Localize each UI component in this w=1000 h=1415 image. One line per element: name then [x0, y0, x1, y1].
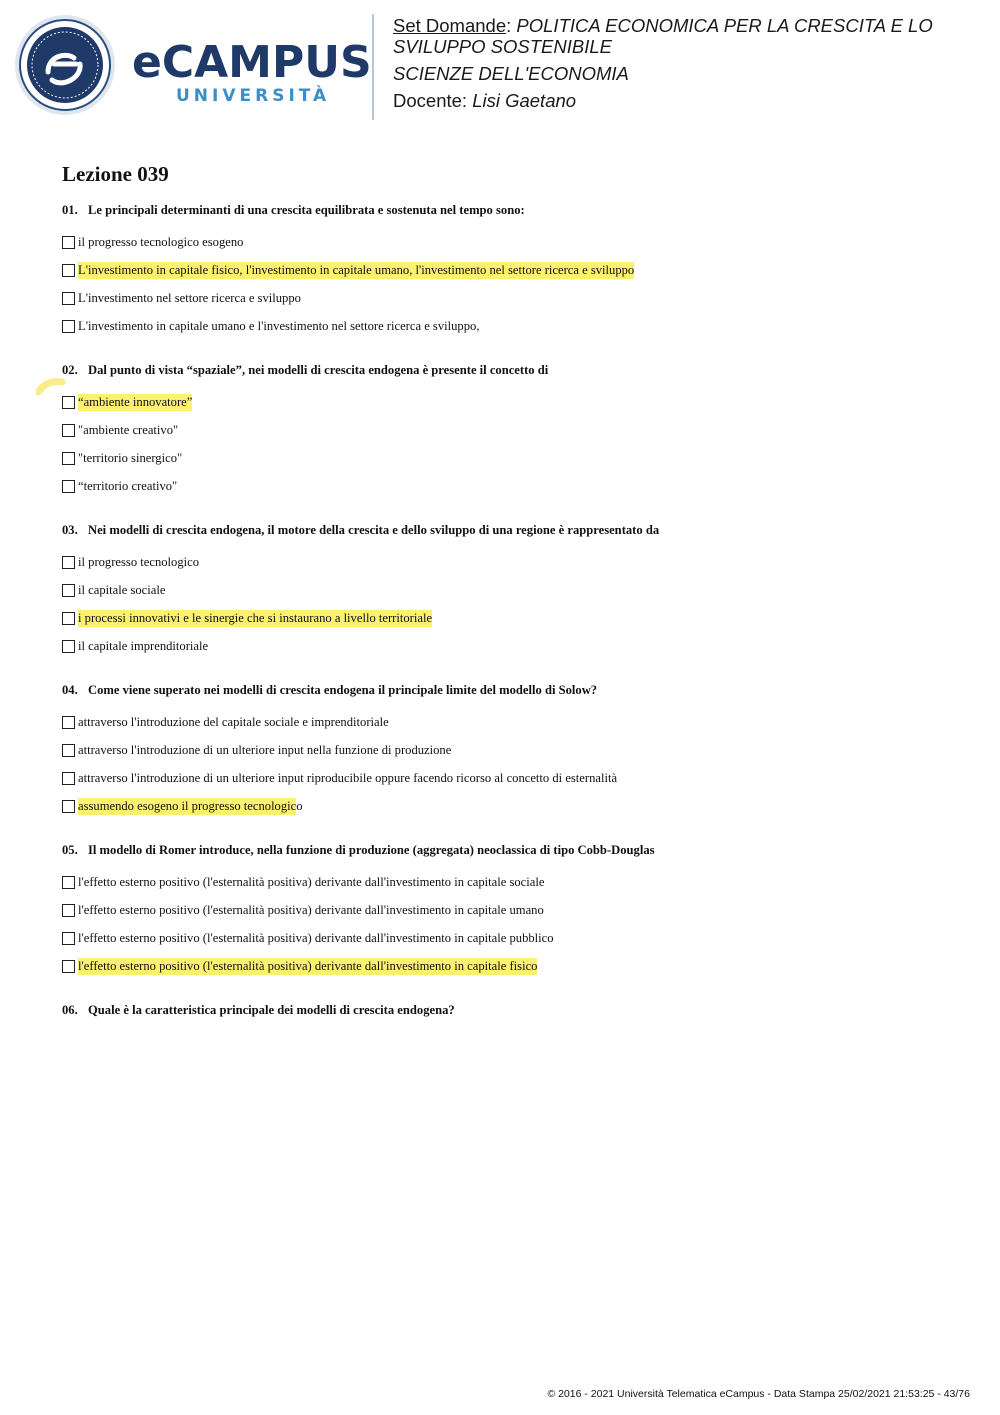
logo-brand-text: eCAMPUS — [132, 37, 372, 88]
answer-option[interactable] — [62, 896, 962, 924]
question-body: Nei modelli di crescita endogena, il motore della crescita e dello sviluppo di una regione è rappresentato da — [88, 523, 660, 537]
question-text — [62, 842, 962, 858]
course-title-line2: SVILUPPO SOSTENIBILE — [393, 36, 612, 57]
checkbox[interactable] — [62, 800, 75, 813]
option-label: L'investimento nel settore ricerca e sviluppo — [78, 290, 301, 305]
checkbox[interactable] — [62, 960, 75, 973]
header-divider — [372, 14, 374, 120]
answer-option[interactable] — [62, 792, 962, 820]
checkbox[interactable] — [62, 480, 75, 493]
page-footer: © 2016 - 2021 Università Telematica eCampus - Data Stampa 25/02/2021 21:53:25 - 43/76 — [547, 1388, 970, 1400]
checkbox[interactable] — [62, 716, 75, 729]
checkbox[interactable] — [62, 876, 75, 889]
option-label-highlighted: “ambiente innovatore” — [78, 394, 193, 409]
checkbox[interactable] — [62, 904, 75, 917]
checkbox[interactable] — [62, 396, 75, 409]
answer-option[interactable] — [62, 924, 962, 952]
set-label: Set Domande — [393, 15, 507, 36]
course-title: Set Domande: POLITICA ECONOMICA PER LA CRESCITA E LO SVILUPPO SOSTENIBILE — [393, 15, 933, 57]
answer-option[interactable] — [62, 228, 962, 256]
question-body: Dal punto di vista “spaziale”, nei modelli di crescita endogena è presente il concetto di — [88, 363, 549, 377]
option-label: il progresso tecnologico esogeno — [78, 234, 244, 249]
checkbox[interactable] — [62, 772, 75, 785]
answer-option[interactable] — [62, 312, 962, 340]
docente-label: Docente: — [393, 90, 473, 111]
answer-option[interactable] — [62, 952, 962, 980]
checkbox[interactable] — [62, 584, 75, 597]
answer-option[interactable] — [62, 388, 962, 416]
option-list — [62, 228, 962, 340]
answer-option[interactable] — [62, 472, 962, 500]
question-text — [62, 682, 962, 698]
question-number: 01. — [62, 203, 78, 217]
answer-option[interactable] — [62, 548, 962, 576]
page-header — [0, 0, 1000, 130]
answer-option[interactable] — [62, 284, 962, 312]
checkbox[interactable] — [62, 744, 75, 757]
answer-option[interactable] — [62, 632, 962, 660]
question-text — [62, 202, 962, 218]
option-label: attraverso l'introduzione del capitale sociale e imprenditoriale — [78, 714, 389, 729]
option-label-highlighted: l'effetto esterno positivo (l'esternalità positiva) derivante dall'investimento in capitale fisico — [78, 958, 538, 973]
answer-option[interactable] — [62, 576, 962, 604]
checkbox[interactable] — [62, 640, 75, 653]
option-label: “territorio creativo" — [78, 478, 178, 493]
question-sheet — [62, 160, 962, 1018]
checkbox[interactable] — [62, 612, 75, 625]
checkbox[interactable] — [62, 236, 75, 249]
question-text — [62, 1002, 962, 1018]
option-list — [62, 868, 962, 980]
option-label-tail: o — [296, 798, 303, 813]
faculty-name: SCIENZE DELL'ECONOMIA — [393, 63, 629, 84]
checkbox[interactable] — [62, 932, 75, 945]
question-number: 02. — [62, 363, 78, 377]
option-label: l'effetto esterno positivo (l'esternalità positiva) derivante dall'investimento in capitale pubblico — [78, 930, 554, 945]
answer-option[interactable] — [62, 416, 962, 444]
question-text — [62, 522, 962, 538]
question-number: 04. — [62, 683, 78, 697]
logo-subtitle: UNIVERSITÀ — [176, 86, 331, 106]
checkbox[interactable] — [62, 556, 75, 569]
course-title-line1: POLITICA ECONOMICA PER LA CRESCITA E LO — [516, 15, 933, 36]
option-label: "territorio sinergico" — [78, 450, 183, 465]
checkbox[interactable] — [62, 452, 75, 465]
option-label: il capitale sociale — [78, 582, 166, 597]
option-label: attraverso l'introduzione di un ulteriore input nella funzione di produzione — [78, 742, 452, 757]
answer-option[interactable] — [62, 708, 962, 736]
course-info — [393, 15, 983, 117]
question-body: Il modello di Romer introduce, nella funzione di produzione (aggregata) neoclassica di tipo Cobb-Douglas — [88, 843, 655, 857]
question-number: 03. — [62, 523, 78, 537]
answer-option[interactable] — [62, 444, 962, 472]
checkbox[interactable] — [62, 320, 75, 333]
option-list — [62, 548, 962, 660]
option-label-highlighted: L'investimento in capitale fisico, l'investimento in capitale umano, l'investimento nel settore ricerca e sviluppo — [78, 262, 635, 277]
docente — [393, 90, 983, 111]
option-label: "ambiente creativo" — [78, 422, 179, 437]
answer-option[interactable] — [62, 764, 962, 792]
question-body: Come viene superato nei modelli di crescita endogena il principale limite del modello di Solow? — [88, 683, 598, 697]
question-text — [62, 362, 962, 378]
answer-option[interactable] — [62, 736, 962, 764]
answer-option[interactable] — [62, 604, 962, 632]
option-label-highlighted: i processi innovativi e le sinergie che si instaurano a livello territoriale — [78, 610, 433, 625]
option-label: l'effetto esterno positivo (l'esternalità positiva) derivante dall'investimento in capitale umano — [78, 902, 544, 917]
checkbox[interactable] — [62, 292, 75, 305]
docente-name: Lisi Gaetano — [472, 90, 577, 111]
question-body: Quale è la caratteristica principale dei modelli di crescita endogena? — [88, 1003, 455, 1017]
answer-option[interactable] — [62, 868, 962, 896]
answer-option[interactable] — [62, 256, 962, 284]
checkbox[interactable] — [62, 264, 75, 277]
option-label: l'effetto esterno positivo (l'esternalità positiva) derivante dall'investimento in capitale sociale — [78, 874, 545, 889]
option-list — [62, 388, 962, 500]
option-label-highlighted: assumendo esogeno il progresso tecnologic — [78, 798, 297, 813]
lesson-title: Lezione 039 — [62, 162, 169, 186]
option-label: il capitale imprenditoriale — [78, 638, 209, 653]
university-seal-logo — [14, 14, 116, 116]
option-label: il progresso tecnologico — [78, 554, 200, 569]
option-list — [62, 708, 962, 820]
option-label: attraverso l'introduzione di un ulteriore input riproducibile oppure facendo ricorso al concetto di esternalità — [78, 770, 618, 785]
checkbox[interactable] — [62, 424, 75, 437]
question-number: 06. — [62, 1003, 78, 1017]
option-label: L'investimento in capitale umano e l'investimento nel settore ricerca e sviluppo, — [78, 318, 480, 333]
question-number: 05. — [62, 843, 78, 857]
question-body: Le principali determinanti di una crescita equilibrata e sostenuta nel tempo sono: — [88, 203, 525, 217]
